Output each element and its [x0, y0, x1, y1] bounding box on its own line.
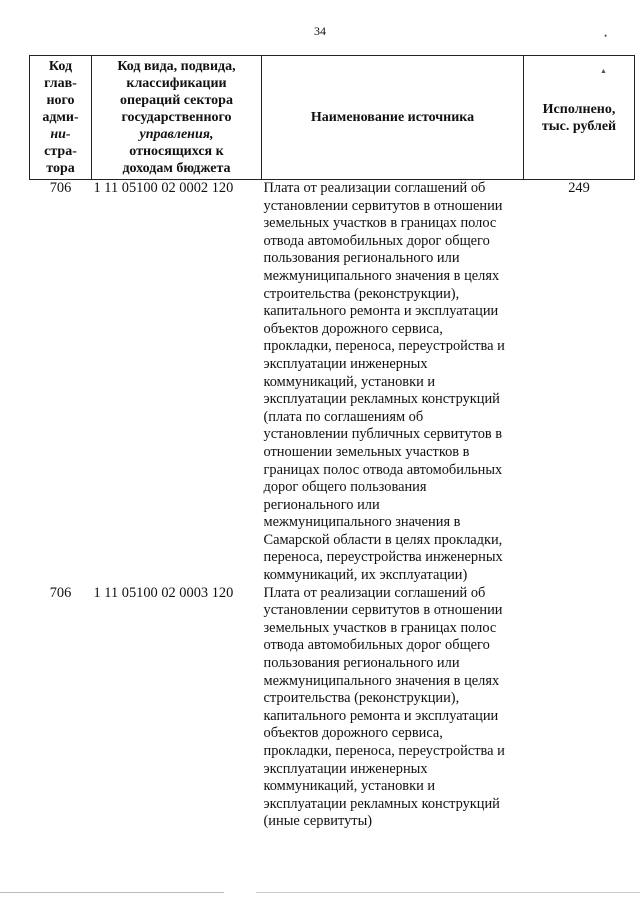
source-name-line: пользования регионального или — [263, 655, 460, 672]
source-name-line: (плата по соглашениям об — [263, 408, 424, 425]
source-name-cell — [262, 180, 524, 585]
source-name-line: установлении сервитутов в отношении — [263, 602, 503, 619]
table-body — [30, 180, 635, 831]
source-name-line: эксплуатации рекламных конструкций — [263, 795, 500, 812]
source-name-line: объектов дорожного сервиса, — [263, 320, 443, 337]
source-name-line: строительства (реконструкции), — [263, 285, 460, 302]
source-name-line: прокладки, переноса, переустройства и — [263, 743, 505, 759]
source-name-line: строительства (реконструкции), — [263, 690, 460, 707]
source-name-line: коммуникаций, установки и — [263, 373, 436, 390]
source-name-line: эксплуатации инженерных — [263, 355, 428, 372]
source-name-cell — [262, 585, 524, 831]
header-source-name: Наименование источника — [262, 56, 524, 180]
table-header-row — [30, 56, 635, 180]
source-name-line: (иные сервитуты) — [263, 813, 373, 830]
admin-code-cell: 706 — [49, 180, 72, 196]
classification-code-cell: 1 11 05100 02 0003 120 — [93, 584, 234, 601]
header-classification-code: Код вида, подвида, классификации операций сектора государственного управления, относящихся к доходам бюджета — [92, 56, 262, 180]
source-name-line: установлении публичных сервитутов в — [263, 426, 503, 443]
source-name-line: межмуниципального значения в целях — [263, 267, 500, 284]
source-name-line: коммуникаций, их эксплуатации) — [263, 567, 468, 584]
source-name-line: отвода автомобильных дорог общего — [263, 637, 490, 654]
table-row — [30, 585, 635, 831]
source-name-line: пользования регионального или — [263, 250, 460, 267]
source-name-line: капитального ремонта и эксплуатации — [263, 303, 499, 320]
classification-code-cell: 1 11 05100 02 0002 120 — [93, 180, 234, 196]
source-name-line: земельных участков в границах полос — [263, 215, 497, 232]
table-row — [30, 180, 635, 585]
header-executed-amount: Исполнено, тыс. рублей — [524, 56, 635, 180]
source-name-line: Плата от реализации соглашений об — [263, 180, 486, 196]
source-name-line: Самарской области в целях прокладки, — [263, 531, 503, 548]
source-name-line: капитального ремонта и эксплуатации — [263, 707, 499, 724]
admin-code-cell: 706 — [49, 584, 72, 601]
page-number: 34 — [314, 24, 326, 38]
source-name-line: отвода автомобильных дорог общего — [263, 232, 490, 249]
source-name-line: земельных участков в границах полос — [263, 619, 497, 636]
source-name-line: эксплуатации инженерных — [263, 760, 428, 777]
source-name-line: установлении сервитутов в отношении — [263, 197, 503, 214]
source-name-line: прокладки, переноса, переустройства и — [263, 338, 505, 355]
executed-amount-cell: 249 — [568, 180, 590, 196]
source-name-line: границах полос отвода автомобильных — [263, 461, 503, 478]
source-name-line: межмуниципального значения в целях — [263, 672, 500, 689]
source-name-line: эксплуатации рекламных конструкций — [263, 391, 500, 408]
source-name-line: коммуникаций, установки и — [263, 778, 436, 795]
source-name-line: регионального или — [263, 496, 380, 513]
revenue-table — [29, 55, 635, 831]
source-name-line: объектов дорожного сервиса, — [263, 725, 443, 742]
source-name-line: отношении земельных участков в — [263, 443, 470, 460]
margin-mark: ▲ — [600, 67, 607, 75]
source-name-line: межмуниципального значения в — [263, 514, 461, 531]
header-admin-code: Код глав- ного адми- ни- стра- тора — [30, 56, 92, 180]
margin-mark: • — [604, 31, 608, 41]
source-name-line: Плата от реализации соглашений об — [263, 584, 486, 601]
source-name-line: переноса, переустройства инженерных — [263, 549, 503, 566]
source-name-line: дорог общего пользования — [263, 479, 427, 496]
bottom-scan-line — [0, 892, 640, 893]
executed-amount-cell — [524, 585, 635, 831]
